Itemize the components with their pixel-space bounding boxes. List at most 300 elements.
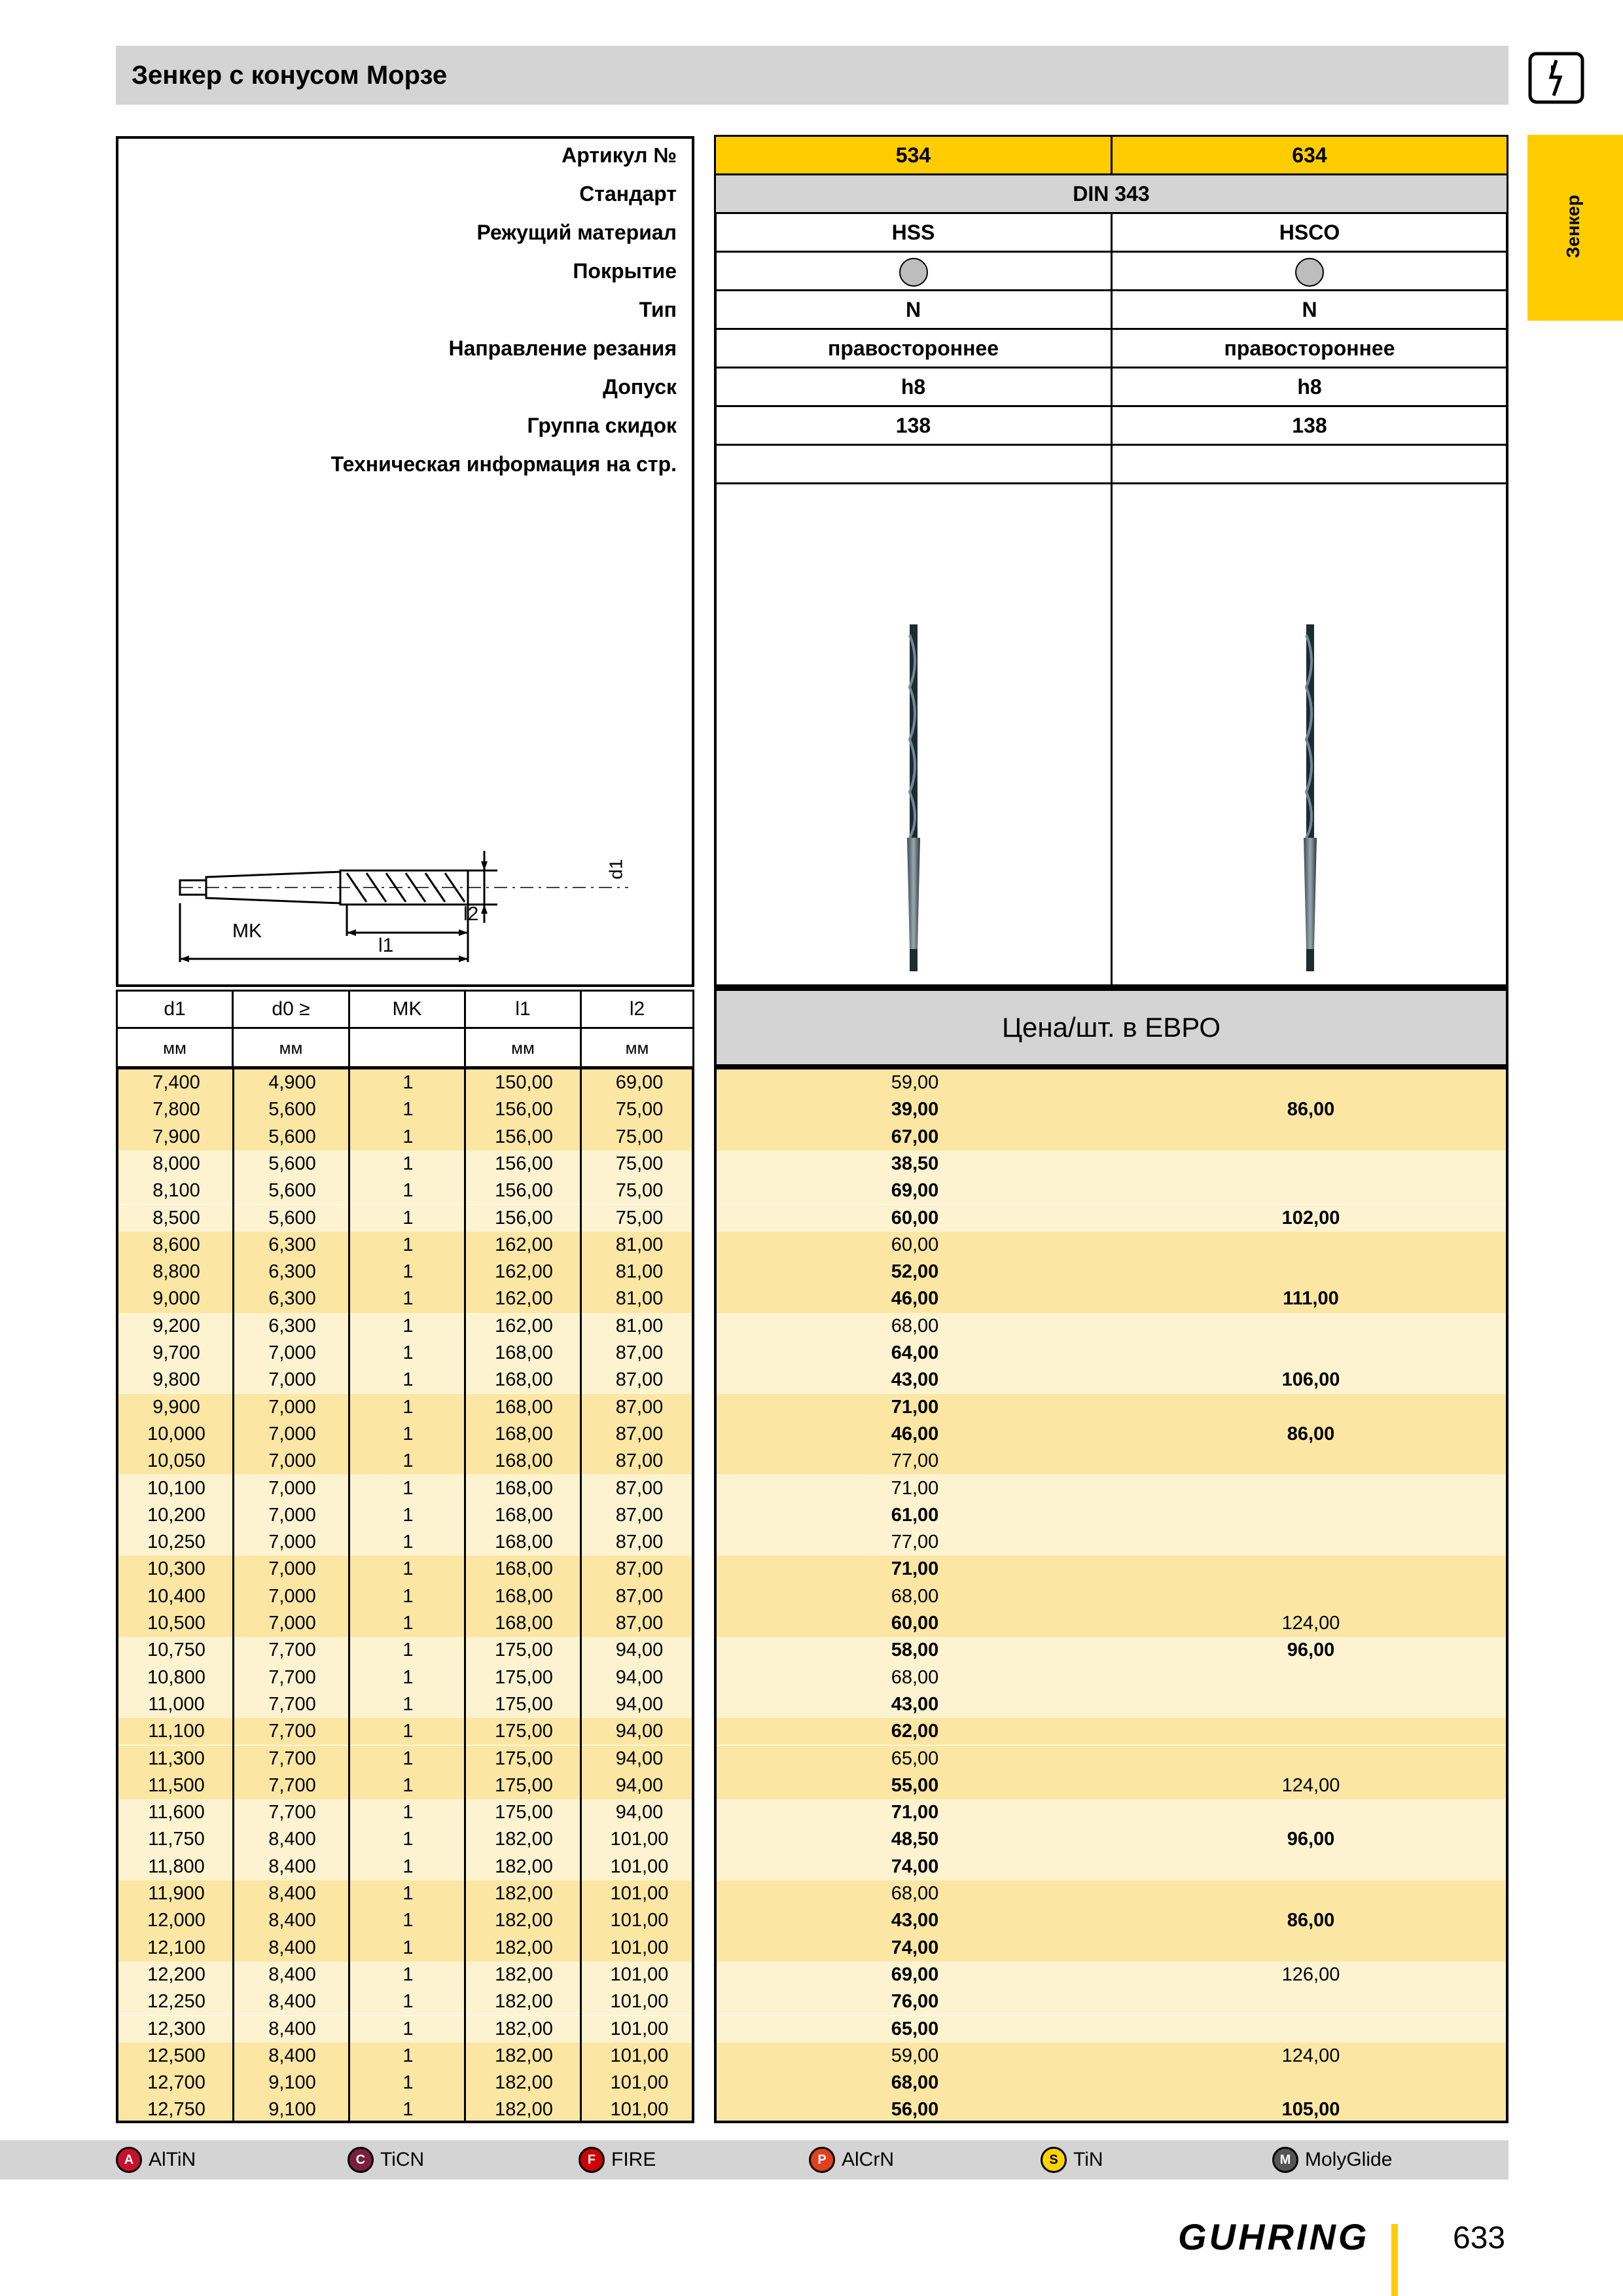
price-row	[717, 1988, 1506, 2015]
table-cell: 1	[402, 1991, 414, 2013]
price-row	[717, 1340, 1506, 1367]
price-row	[717, 1367, 1506, 1393]
dimension-table	[116, 1067, 694, 2123]
price-534[interactable]: 64,00	[891, 1342, 939, 1363]
price-row	[717, 1448, 1506, 1475]
table-cell: 168,00	[495, 1423, 553, 1444]
price-row	[717, 1583, 1506, 1610]
table-cell: 1	[402, 1910, 414, 1931]
table-cell: 8,000	[152, 1153, 200, 1174]
direction-cell-2	[1111, 328, 1508, 368]
price-634[interactable]	[1113, 1691, 1508, 1718]
col-header-d1[interactable]: d1	[116, 990, 234, 1029]
material-value-1: HSS	[891, 221, 935, 244]
legend-item-tin	[1041, 2145, 1103, 2174]
price-row	[717, 1151, 1506, 1177]
table-cell: 94,00	[615, 1802, 664, 1823]
col-header-l1[interactable]: l1	[464, 990, 582, 1029]
price-534[interactable]: 43,00	[891, 1369, 939, 1391]
table-cell: 81,00	[615, 1261, 664, 1283]
price-534[interactable]: 71,00	[891, 1396, 939, 1418]
table-row	[118, 1935, 692, 1962]
legend-label: MolyGlide	[1305, 2149, 1393, 2170]
table-row	[118, 1069, 692, 1096]
price-634[interactable]	[1113, 1475, 1508, 1502]
tolerance-cell-2	[1111, 367, 1508, 407]
direction-cell-1	[714, 328, 1113, 368]
table-cell: 94,00	[615, 1748, 664, 1769]
table-cell: 8,100	[152, 1180, 200, 1202]
table-cell: 1	[402, 1153, 414, 1174]
price-534[interactable]: 60,00	[891, 1613, 939, 1634]
unit-l2: мм	[580, 1027, 694, 1068]
table-row	[118, 1259, 692, 1285]
table-cell: 11,900	[148, 1883, 205, 1904]
price-534[interactable]: 59,00	[891, 1072, 939, 1093]
table-cell: 9,100	[268, 2099, 316, 2121]
table-cell: 1	[402, 1856, 414, 1877]
table-cell: 1	[402, 1883, 414, 1904]
price-634[interactable]	[1113, 1799, 1508, 1826]
table-cell: 8,400	[268, 2018, 316, 2039]
table-cell: 11,100	[148, 1721, 205, 1742]
table-cell: 101,00	[610, 1937, 669, 1958]
table-cell: 101,00	[610, 2018, 669, 2039]
price-634[interactable]: 126,00	[1281, 1964, 1340, 1985]
article-534-cell[interactable]	[714, 135, 1113, 175]
price-534[interactable]: 74,00	[891, 1937, 939, 1958]
table-cell: 1	[402, 1964, 414, 1985]
table-cell: 87,00	[615, 1450, 664, 1472]
table-cell: 182,00	[495, 1883, 553, 1904]
price-634[interactable]: 86,00	[1287, 1099, 1335, 1121]
table-cell: 1	[402, 1693, 414, 1715]
article-534: 534	[895, 143, 931, 167]
price-row	[717, 1826, 1506, 1853]
table-cell: 182,00	[495, 1991, 553, 2013]
table-cell: 175,00	[495, 1693, 553, 1715]
column-divider	[348, 1069, 350, 2121]
table-row	[118, 1502, 692, 1529]
legend-item-fire	[579, 2145, 656, 2174]
table-cell: 168,00	[495, 1613, 553, 1634]
price-534[interactable]: 56,00	[891, 2099, 939, 2121]
price-row	[717, 1394, 1506, 1421]
table-cell: 1	[402, 2072, 414, 2094]
price-634[interactable]: 86,00	[1287, 1910, 1335, 1931]
table-cell: 1	[402, 1532, 414, 1553]
price-634[interactable]	[1113, 1746, 1508, 1772]
table-cell: 175,00	[495, 1666, 553, 1688]
type-cell-2	[1111, 289, 1508, 330]
table-cell: 7,000	[268, 1477, 316, 1499]
table-row	[118, 1746, 692, 1772]
table-cell: 1	[402, 1666, 414, 1688]
attr-tolerance: Допуск	[603, 375, 677, 399]
price-534[interactable]: 77,00	[891, 1450, 939, 1472]
table-cell: 11,800	[148, 1856, 205, 1877]
attr-coating: Покрытие	[573, 259, 677, 283]
table-cell: 101,00	[610, 2045, 669, 2066]
tech-page-cell-1[interactable]	[714, 444, 1113, 484]
tech-page-cell-2[interactable]	[1111, 444, 1508, 484]
table-cell: 7,000	[268, 1504, 316, 1526]
price-634[interactable]	[1113, 1935, 1508, 1962]
table-cell: 8,400	[268, 1910, 316, 1931]
price-634[interactable]: 96,00	[1287, 1640, 1335, 1661]
price-634[interactable]: 86,00	[1287, 1423, 1335, 1444]
table-cell: 182,00	[495, 1937, 553, 1958]
price-534[interactable]: 43,00	[891, 1693, 939, 1715]
table-cell: 12,750	[147, 2099, 205, 2121]
table-cell: 8,400	[268, 1856, 316, 1877]
price-634[interactable]	[1113, 1880, 1508, 1907]
table-cell: 1	[402, 1721, 414, 1742]
price-row	[717, 2070, 1506, 2096]
table-cell: 1	[402, 1802, 414, 1823]
price-534[interactable]: 77,00	[891, 1532, 939, 1553]
price-634[interactable]	[1113, 1340, 1508, 1367]
table-cell: 87,00	[615, 1342, 664, 1363]
side-tab-label: Зенкер	[1563, 194, 1583, 259]
price-634[interactable]: 124,00	[1281, 1613, 1340, 1634]
table-cell: 94,00	[615, 1693, 664, 1715]
price-534[interactable]: 59,00	[891, 2045, 939, 2066]
table-cell: 7,700	[268, 1693, 316, 1715]
table-cell: 81,00	[615, 1234, 664, 1255]
table-cell: 94,00	[615, 1640, 664, 1661]
price-534[interactable]: 69,00	[891, 1180, 939, 1202]
table-cell: 81,00	[615, 1315, 664, 1336]
price-534[interactable]: 46,00	[891, 1288, 939, 1310]
price-534[interactable]: 68,00	[891, 1883, 939, 1904]
table-cell: 1	[402, 1369, 414, 1391]
table-cell: 12,700	[147, 2072, 205, 2094]
table-cell: 182,00	[495, 2072, 553, 2094]
table-cell: 8,500	[152, 1207, 200, 1229]
price-634[interactable]	[1113, 1583, 1508, 1610]
table-row	[118, 2096, 692, 2123]
price-row	[717, 1746, 1506, 1772]
price-534[interactable]: 69,00	[891, 1964, 939, 1985]
price-634[interactable]	[1113, 1177, 1508, 1204]
price-534[interactable]: 65,00	[891, 1748, 939, 1769]
price-634[interactable]	[1113, 1394, 1508, 1421]
table-cell: 1	[402, 1396, 414, 1418]
table-cell: 10,400	[147, 1585, 205, 1607]
price-header: Цена/шт. в ЕВРО	[714, 988, 1508, 1067]
attr-standard: Стандарт	[579, 182, 677, 206]
table-cell: 6,300	[268, 1315, 316, 1336]
table-cell: 1	[402, 1423, 414, 1444]
table-cell: 182,00	[495, 1910, 553, 1931]
price-534[interactable]: 55,00	[891, 1774, 939, 1796]
column-divider	[580, 1069, 582, 2121]
table-cell: 1	[402, 1504, 414, 1526]
table-cell: 12,500	[147, 2045, 205, 2066]
table-cell: 175,00	[495, 1640, 553, 1661]
table-row	[118, 2070, 692, 2096]
table-row	[118, 1177, 692, 1204]
table-cell: 9,700	[152, 1342, 200, 1363]
article-634-cell[interactable]	[1111, 135, 1508, 175]
table-cell: 81,00	[615, 1288, 664, 1310]
discount-value-2: 138	[1292, 414, 1327, 437]
price-634[interactable]: 105,00	[1281, 2099, 1340, 2121]
price-634[interactable]	[1113, 1718, 1508, 1745]
direction-value-2: правостороннее	[1224, 336, 1395, 360]
table-cell: 9,100	[268, 2072, 316, 2094]
table-cell: 5,600	[268, 1207, 316, 1229]
table-cell: 1	[402, 1748, 414, 1769]
price-534[interactable]: 39,00	[891, 1099, 939, 1121]
price-634[interactable]	[1113, 1232, 1508, 1259]
altin-coating-icon: A	[116, 2147, 142, 2173]
table-row	[118, 1880, 692, 1907]
table-row	[118, 1907, 692, 1934]
table-cell: 1	[402, 2018, 414, 2039]
table-cell: 156,00	[495, 1126, 553, 1147]
price-634[interactable]	[1113, 1988, 1508, 2015]
table-cell: 168,00	[495, 1450, 553, 1472]
price-534[interactable]: 68,00	[891, 1585, 939, 1607]
table-cell: 7,000	[268, 1585, 316, 1607]
table-row	[118, 1988, 692, 2015]
table-row	[118, 1151, 692, 1177]
price-634[interactable]	[1113, 2016, 1508, 2043]
table-cell: 175,00	[495, 1774, 553, 1796]
price-534[interactable]: 68,00	[891, 2072, 939, 2094]
table-cell: 94,00	[615, 1774, 664, 1796]
price-row	[717, 1232, 1506, 1259]
tolerance-value-1: h8	[901, 375, 926, 399]
price-row	[717, 1529, 1506, 1556]
price-634[interactable]	[1113, 1529, 1508, 1556]
drawing-label-l2: l2	[463, 903, 479, 925]
price-534[interactable]: 62,00	[891, 1721, 939, 1742]
table-cell: 10,250	[147, 1532, 205, 1553]
coating-cell-1	[714, 251, 1113, 291]
table-row	[118, 1718, 692, 1745]
table-cell: 1	[402, 1937, 414, 1958]
table-cell: 10,750	[147, 1640, 205, 1661]
table-cell: 9,200	[152, 1315, 200, 1336]
table-cell: 10,000	[147, 1423, 205, 1444]
table-row	[118, 1799, 692, 1826]
table-row	[118, 1556, 692, 1583]
table-row	[118, 1826, 692, 1853]
price-534[interactable]: 76,00	[891, 1991, 939, 2013]
table-row	[118, 1394, 692, 1421]
tin-coating-icon: S	[1041, 2147, 1067, 2173]
price-534[interactable]: 68,00	[891, 1315, 939, 1336]
product-image-cell-1	[714, 482, 1113, 988]
price-row	[717, 1962, 1506, 1988]
table-row	[118, 1664, 692, 1691]
discount-cell-1	[714, 405, 1113, 446]
price-534[interactable]: 46,00	[891, 1423, 939, 1444]
price-row	[717, 2016, 1506, 2043]
price-534[interactable]: 68,00	[891, 1666, 939, 1688]
table-cell: 156,00	[495, 1153, 553, 1174]
table-row	[118, 1285, 692, 1312]
table-cell: 11,600	[148, 1802, 205, 1823]
table-cell: 1	[402, 1099, 414, 1121]
price-634[interactable]: 124,00	[1281, 1774, 1340, 1796]
footer-divider	[1391, 2224, 1398, 2296]
table-cell: 168,00	[495, 1504, 553, 1526]
col-header-mk[interactable]: MK	[348, 990, 466, 1029]
table-cell: 69,00	[615, 1072, 664, 1093]
table-cell: 1	[402, 1288, 414, 1310]
price-634[interactable]	[1113, 1448, 1508, 1475]
price-534[interactable]: 74,00	[891, 1856, 939, 1877]
drawing-label-l1: l1	[378, 935, 394, 956]
table-row	[118, 1124, 692, 1151]
table-cell: 75,00	[615, 1153, 664, 1174]
table-row	[118, 1583, 692, 1610]
price-534[interactable]: 71,00	[891, 1477, 939, 1499]
table-row	[118, 1529, 692, 1556]
table-cell: 156,00	[495, 1180, 553, 1202]
column-divider	[232, 1069, 234, 2121]
table-cell: 10,500	[147, 1613, 205, 1634]
price-634[interactable]	[1113, 1854, 1508, 1880]
price-534[interactable]: 60,00	[891, 1207, 939, 1229]
table-cell: 75,00	[615, 1180, 664, 1202]
price-534[interactable]: 71,00	[891, 1558, 939, 1580]
brand-logo: GUHRING	[1178, 2216, 1370, 2257]
table-cell: 1	[402, 1180, 414, 1202]
attr-type: Тип	[639, 298, 677, 321]
price-534[interactable]: 58,00	[891, 1640, 939, 1661]
table-row	[118, 1340, 692, 1367]
price-634[interactable]	[1113, 1664, 1508, 1691]
price-534[interactable]: 65,00	[891, 2018, 939, 2039]
price-534[interactable]: 48,50	[891, 1829, 939, 1850]
table-cell: 101,00	[610, 1856, 669, 1877]
article-634: 634	[1292, 143, 1327, 167]
table-cell: 1	[402, 1477, 414, 1499]
table-cell: 8,600	[152, 1234, 200, 1255]
table-cell: 9,800	[152, 1369, 200, 1391]
unit-d1: мм	[116, 1027, 234, 1068]
material-cell-1	[714, 212, 1113, 253]
countersink-tool-image	[894, 622, 933, 975]
col-header-l2[interactable]: l2	[580, 990, 694, 1029]
price-row	[717, 1177, 1506, 1204]
table-cell: 175,00	[495, 1721, 553, 1742]
legend-item-molyglide	[1272, 2145, 1392, 2174]
table-cell: 8,400	[268, 2045, 316, 2066]
attr-article: Артикул №	[562, 143, 677, 167]
table-cell: 1	[402, 1261, 414, 1283]
attr-tech-page: Техническая информация на стр.	[330, 452, 677, 476]
table-cell: 5,600	[268, 1099, 316, 1121]
price-634[interactable]: 96,00	[1287, 1829, 1335, 1850]
legend-label: AlTiN	[149, 2149, 196, 2170]
price-534[interactable]: 71,00	[891, 1802, 939, 1823]
price-534[interactable]: 43,00	[891, 1910, 939, 1931]
price-634[interactable]: 106,00	[1281, 1369, 1340, 1391]
price-row	[717, 1637, 1506, 1664]
table-cell: 162,00	[495, 1261, 553, 1283]
coating-circle-icon	[899, 258, 928, 287]
table-cell: 1	[402, 1234, 414, 1255]
legend-label: TiCN	[380, 2149, 425, 2170]
table-cell: 168,00	[495, 1558, 553, 1580]
price-534[interactable]: 52,00	[891, 1261, 939, 1283]
table-cell: 150,00	[495, 1072, 553, 1093]
table-cell: 168,00	[495, 1532, 553, 1553]
price-row	[717, 2043, 1506, 2070]
table-cell: 7,700	[268, 1802, 316, 1823]
col-header-d0[interactable]: d0 ≥	[232, 990, 350, 1029]
price-634[interactable]: 111,00	[1283, 1288, 1339, 1310]
table-cell: 156,00	[495, 1207, 553, 1229]
table-cell: 11,000	[148, 1693, 205, 1715]
table-cell: 7,700	[268, 1748, 316, 1769]
price-634[interactable]	[1113, 1556, 1508, 1583]
price-534[interactable]: 67,00	[891, 1126, 939, 1147]
unit-d0: мм	[232, 1027, 350, 1068]
table-cell: 87,00	[615, 1558, 664, 1580]
type-value-2: N	[1302, 298, 1317, 321]
table-cell: 175,00	[495, 1802, 553, 1823]
price-634[interactable]	[1113, 2070, 1508, 2096]
table-cell: 10,300	[147, 1558, 205, 1580]
legend-label: AlCrN	[842, 2149, 894, 2170]
type-value-1: N	[905, 298, 921, 321]
table-cell: 7,000	[268, 1558, 316, 1580]
table-cell: 101,00	[610, 1991, 669, 2013]
table-cell: 1	[402, 1613, 414, 1634]
table-cell: 87,00	[615, 1369, 664, 1391]
price-534[interactable]: 38,50	[891, 1153, 939, 1174]
price-534[interactable]: 61,00	[891, 1504, 939, 1526]
price-634[interactable]	[1113, 1124, 1508, 1151]
price-row	[717, 1718, 1506, 1745]
table-cell: 182,00	[495, 2099, 553, 2121]
price-row	[717, 1069, 1506, 1096]
price-634[interactable]	[1113, 1502, 1508, 1529]
table-cell: 1	[402, 1585, 414, 1607]
product-image-cell-2	[1111, 482, 1508, 988]
price-634[interactable]	[1113, 1313, 1508, 1340]
price-634[interactable]: 102,00	[1281, 1207, 1340, 1229]
price-row	[717, 1854, 1506, 1880]
price-row	[717, 1502, 1506, 1529]
table-row	[118, 2016, 692, 2043]
price-row	[717, 1205, 1506, 1232]
price-table	[714, 1067, 1508, 2123]
price-534[interactable]: 60,00	[891, 1234, 939, 1255]
table-row	[118, 1313, 692, 1340]
price-row	[717, 1664, 1506, 1691]
table-cell: 12,250	[147, 1991, 205, 2013]
table-cell: 4,900	[268, 1072, 316, 1093]
table-row	[118, 1421, 692, 1448]
price-634[interactable]	[1113, 1069, 1508, 1096]
price-row	[717, 1313, 1506, 1340]
price-634[interactable]	[1113, 1151, 1508, 1177]
legend-item-alcrn	[809, 2145, 894, 2174]
price-634[interactable]: 124,00	[1281, 2045, 1340, 2066]
price-634[interactable]	[1113, 1259, 1508, 1285]
table-cell: 168,00	[495, 1585, 553, 1607]
legend-label: FIRE	[611, 2149, 656, 2170]
table-cell: 182,00	[495, 1964, 553, 1985]
